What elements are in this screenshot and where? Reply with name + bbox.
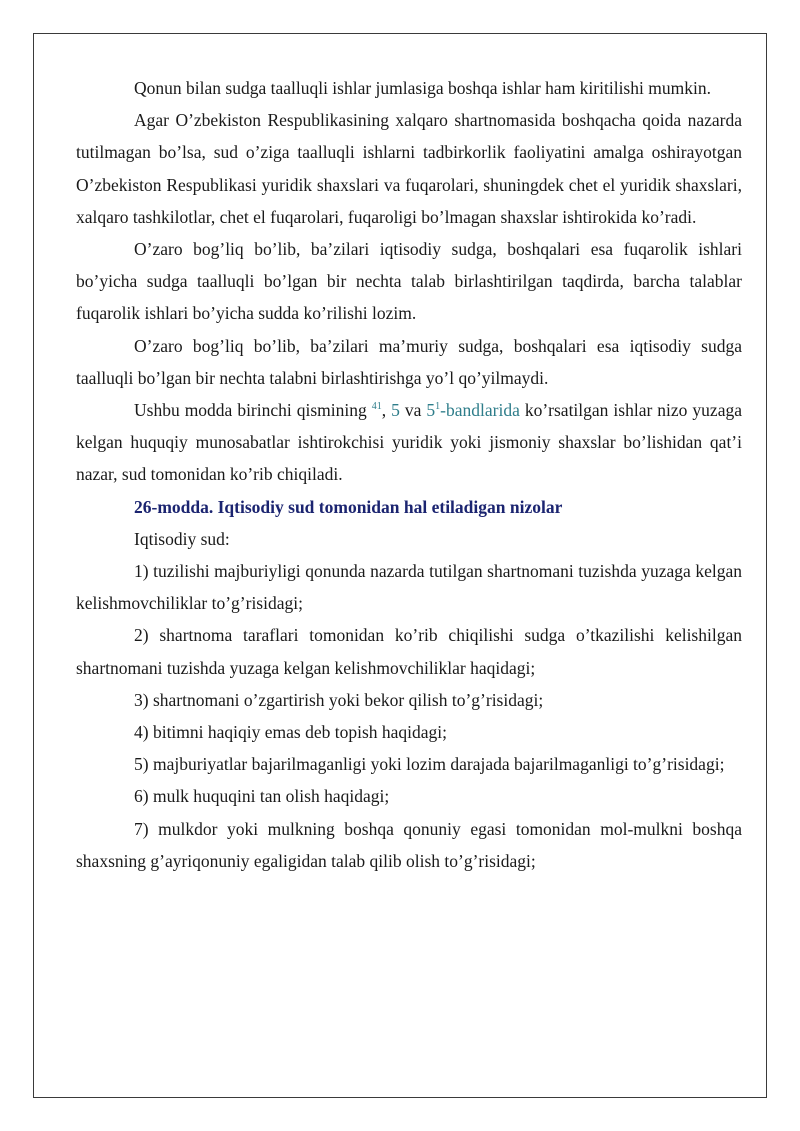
- list-item: 3) shartnomani o’zgartirish yoki bekor qilish to’g’risidagi;: [134, 689, 544, 710]
- text-span: va: [399, 400, 427, 421]
- text-span: ko’rsatilgan ishlar nizo yuzaga kelgan huquqiy munosabatlar ishtirokchisi yuridik yoki jismoniy shaxslar bo’lishidan qat’i nazar, sud tomonidan ko’rib chiqiladi.: [76, 400, 742, 485]
- document-body: [76, 72, 742, 877]
- reference-link[interactable]: 5: [391, 400, 400, 421]
- text-span: Ushbu modda birinchi qismining: [134, 400, 372, 421]
- paragraph: O’zaro bog’liq bo’lib, ba’zilari iqtisodiy sudga, boshqalari esa fuqarolik ishlari bo’yicha sudga taalluqli bo’lgan bir nechta talab birlashtirilgan taqdirda, barcha talablar fuqarolik ishlari bo’yicha sudda ko’rilishi lozim.: [76, 239, 742, 324]
- paragraph: Agar O’zbekiston Respublikasining xalqaro shartnomasida boshqacha qoida nazarda tutilmagan bo’lsa, sud o’ziga taalluqli ishlarni tadbirkorlik faoliyatini amalga oshirayotgan O’zbekiston Respublikasi yuridik shaxslari va fuqarolari, shuningdek chet el yuridik shaxslari, xalqaro tashkilotlar, chet el fuqarolari, fuqaroligi bo’lmagan shaxslar ishtirokida ko’radi.: [76, 110, 742, 227]
- paragraph: Qonun bilan sudga taalluqli ishlar jumlasiga boshqa ishlar ham kiritilishi mumkin.: [134, 78, 711, 98]
- list-item: 6) mulk huquqini tan olish haqidagi;: [134, 786, 390, 807]
- link-superscript: 1: [435, 401, 441, 413]
- link-text: -bandlarida: [440, 400, 520, 421]
- list-item: 7) mulkdor yoki mulkning boshqa qonuniy egasi tomonidan mol-mulkni boshqa shaxsning g’ayriqonuniy egaligidan talab qilib olish to’g’risidagi;: [76, 818, 742, 871]
- paragraph-with-links: [76, 394, 742, 491]
- text-span: ,: [381, 400, 392, 421]
- article-heading: 26-modda. Iqtisodiy sud tomonidan hal etiladigan nizolar: [134, 496, 563, 517]
- paragraph: O’zaro bog’liq bo’lib, ba’zilari ma’muriy sudga, boshqalari esa iqtisodiy sudga taalluqli bo’lgan bir nechta talabni birlashtirishga yo’l qo’yilmaydi.: [76, 335, 742, 388]
- link-text: 5: [426, 400, 436, 421]
- list-intro: Iqtisodiy sud:: [134, 528, 230, 549]
- list-item: 4) bitimni haqiqiy emas deb topish haqidagi;: [134, 722, 448, 743]
- list-item: 1) tuzilishi majburiyligi qonunda nazarda tutilgan shartnomani tuzishda yuzaga kelgan kelishmovchiliklar to’g’risidagi;: [76, 561, 742, 614]
- reference-link[interactable]: [426, 400, 519, 420]
- list-item: 2) shartnoma taraflari tomonidan ko’rib chiqilishi sudga o’tkazilishi kelishilgan shartnomani tuzishda yuzaga kelgan kelishmovchiliklar haqidagi;: [76, 625, 742, 678]
- reference-link[interactable]: 41: [371, 401, 382, 413]
- list-item: 5) majburiyatlar bajarilmaganligi yoki lozim darajada bajarilmaganligi to’g’risidagi;: [134, 754, 725, 775]
